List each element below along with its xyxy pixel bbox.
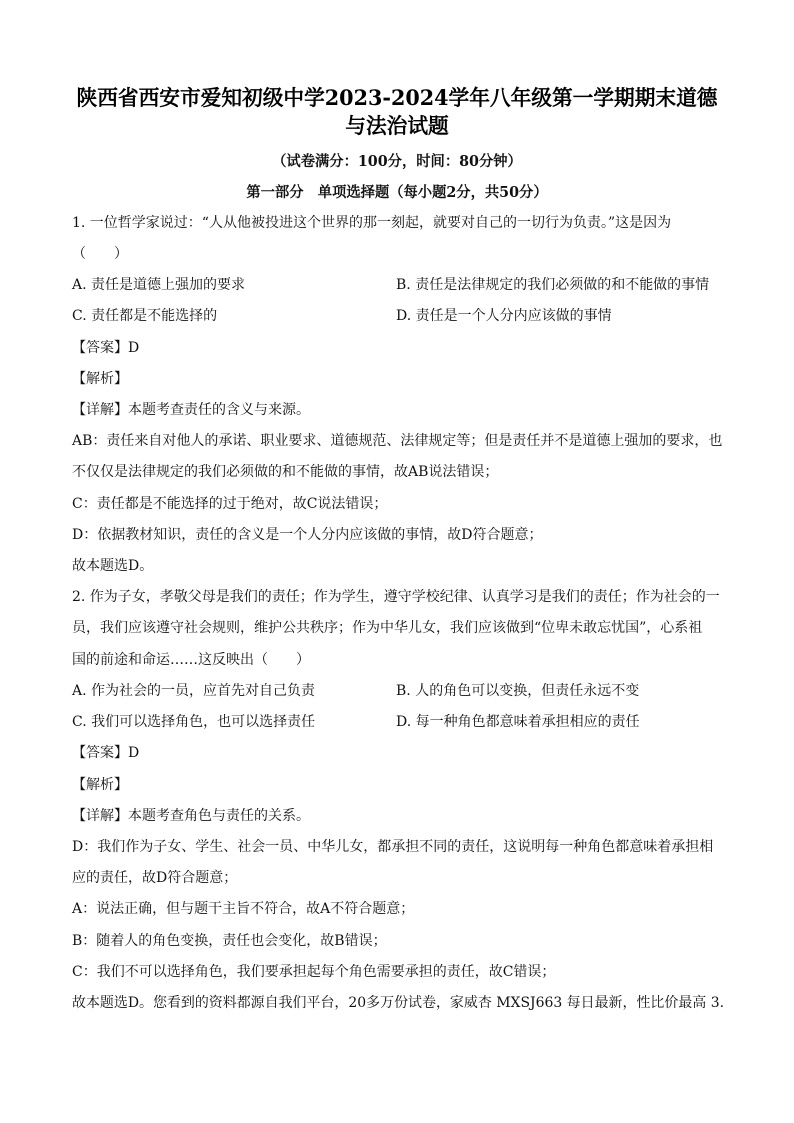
q2-explanation-line-1: D：我们作为子女、学生、社会一员、中华儿女，都承担不同的责任，这说明每一种角色都意味着承担相 — [72, 839, 714, 855]
q1-answer: 【答案】D — [72, 340, 140, 356]
document-title-line-1: 陕西省西安市爱知初级中学2023-2024学年八年级第一学期期末道德 — [76, 85, 718, 110]
q1-option-c: C. 责任都是不能选择的 — [72, 308, 218, 324]
q2-stem-line-2: 员，我们应该遵守社会规则，维护公共秩序；作为中华儿女，我们应该做到“位卑未敢忘忧国”，心系祖 — [72, 620, 703, 636]
q2-explanation-line-3: A：说法正确，但与题干主旨不符合，故A不符合题意； — [72, 901, 415, 917]
q1-option-b: B. 责任是法律规定的我们必须做的和不能做的事情 — [396, 277, 710, 293]
document-title-line-2: 与法治试题 — [345, 113, 449, 138]
q2-option-c: C. 我们可以选择角色，也可以选择责任 — [72, 714, 316, 730]
q1-stem-line-1: 1. 一位哲学家说过：“人从他被投进这个世界的那一刻起，就要对自己的一切行为负责。”这是因为 — [72, 215, 672, 231]
q1-explanation-line-1: AB：责任来自对他人的承诺、职业要求、道德规范、法律规定等；但是责任并不是道德上强加的要求，也 — [72, 433, 723, 449]
q2-detail: 【详解】本题考查角色与责任的关系。 — [72, 808, 310, 824]
section-heading: 第一部分 单项选择题（每小题2分，共50分） — [246, 184, 548, 201]
q2-explanation-line-2: 应的责任，故D符合题意； — [72, 870, 238, 886]
q1-stem-line-2: （ ） — [72, 246, 128, 262]
q1-conclusion: 故本题选D。 — [72, 558, 154, 574]
q2-explanation-line-4: B：随着人的角色变换，责任也会变化，故B错误； — [72, 933, 387, 949]
q1-explanation-line-4: D：依据教材知识，责任的含义是一个人分内应该做的事情，故D符合题意； — [72, 527, 543, 543]
q2-option-a: A. 作为社会的一员，应首先对自己负责 — [72, 683, 316, 699]
q2-stem-line-3: 国的前途和命运……这反映出（ ） — [72, 652, 310, 668]
q1-explanation-line-3: C：责任都是不能选择的过于绝对，故C说法错误； — [72, 496, 388, 512]
q1-option-d: D. 责任是一个人分内应该做的事情 — [396, 308, 612, 324]
q1-option-a: A. 责任是道德上强加的要求 — [72, 277, 246, 293]
q2-answer: 【答案】D — [72, 745, 140, 761]
q1-detail: 【详解】本题考查责任的含义与来源。 — [72, 402, 310, 418]
q2-analysis-label: 【解析】 — [72, 777, 128, 793]
exam-info: （试卷满分：100分，时间：80分钟） — [272, 153, 522, 170]
q2-conclusion: 故本题选D。您看到的资料都源自我们平台，20多万份试卷，家威杏 MXSJ663 每日最新，性比价最高 3. — [72, 995, 725, 1011]
q1-analysis-label: 【解析】 — [72, 371, 128, 387]
q1-explanation-line-2: 不仅仅是法律规定的我们必须做的和不能做的事情，故AB说法错误； — [72, 464, 499, 480]
q2-stem-line-1: 2. 作为子女，孝敬父母是我们的责任；作为学生，遵守学校纪律、认真学习是我们的责任；作为社会的一 — [72, 589, 720, 605]
q2-option-d: D. 每一种角色都意味着承担相应的责任 — [396, 714, 640, 730]
q2-explanation-line-5: C：我们不可以选择角色，我们要承担起每个角色需要承担的责任，故C错误； — [72, 964, 556, 980]
q2-option-b: B. 人的角色可以变换，但责任永远不变 — [396, 683, 640, 699]
